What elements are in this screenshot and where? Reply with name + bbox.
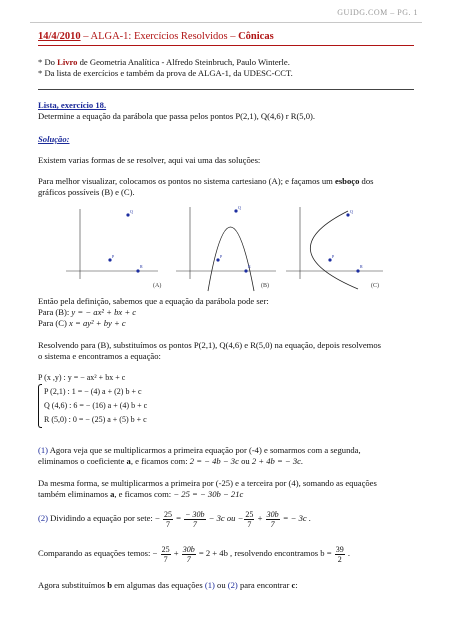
- p9-frac-3: [244, 510, 254, 529]
- graph-a-label-p: P: [112, 254, 115, 259]
- p9-frac-2: [184, 510, 205, 529]
- paragraph-8b: [38, 489, 243, 500]
- graph-c-point-r: [356, 269, 359, 272]
- header-divider: [30, 22, 422, 23]
- p8-text: também eliminamos: [38, 489, 111, 499]
- graph-c: [286, 207, 383, 289]
- graph-b-label-q: Q: [238, 205, 241, 210]
- exercise-heading: Lista, exercício 18.: [38, 100, 107, 110]
- graph-c-label-p: P: [332, 254, 335, 259]
- p11-text-2: em algumas das equações: [112, 580, 205, 590]
- system-row-p: P (2,1) : 1 = − (4) a + (2) b + c: [44, 387, 142, 396]
- graph-a-label-q: Q: [130, 209, 133, 214]
- p2-bold: esboço: [335, 176, 360, 186]
- form-c-label: Para (C): [38, 318, 70, 328]
- p7-or: ou: [238, 456, 252, 466]
- p10-frac-1: [161, 545, 171, 564]
- intro-line-1: [38, 57, 290, 68]
- title-topic: Cônicas: [238, 31, 274, 42]
- p11-text: Agora substituímos: [38, 580, 108, 590]
- p9-frac-4: [266, 510, 280, 529]
- intro-line-2: * Da lista de exercícios e também da prova de ALGA-1, da UDESC-CCT.: [38, 68, 293, 78]
- paragraph-8: Da mesma forma, se multiplicarmos a primeira por (-25) e a terceira por (4), somando as equações: [38, 478, 377, 488]
- graph-b-caption: (B): [261, 283, 269, 289]
- p10-frac-1-den: 7: [163, 554, 168, 564]
- graph-b-label-r: R: [248, 264, 251, 269]
- graph-c-label-r: R: [360, 264, 363, 269]
- p10-frac-2-num: 30b: [182, 544, 195, 554]
- p11-colon: :: [295, 580, 298, 590]
- p7-text-2: eliminamos o coeficiente: [38, 456, 127, 466]
- p10-plus: +: [171, 548, 181, 558]
- graph-b-parabola: [208, 227, 254, 291]
- p9-frac-4-num: 30b: [266, 509, 279, 519]
- p9-plus: +: [255, 513, 265, 523]
- p7-text-3: , e ficamos com:: [130, 456, 190, 466]
- title-course: ALGA-1: Exercícios Resolvidos: [90, 31, 228, 42]
- form-c: [38, 318, 126, 329]
- intro-text: * Do: [38, 57, 58, 67]
- eq-ref-2: (2): [38, 513, 49, 523]
- paragraph-2: [38, 176, 373, 187]
- system-head: P (x ,y) : y = − ax² + bx + c: [38, 373, 126, 382]
- intro-text-2: de Geometria Analítica - Alfredo Steinbruch, Paulo Winterle.: [77, 57, 290, 67]
- p11-ref-1: (1): [204, 580, 215, 590]
- p11-ref-2: (2): [227, 580, 238, 590]
- p9-frac-1-den: 7: [165, 519, 170, 529]
- paragraph-9: [38, 508, 311, 529]
- p10-text: Comparando as equações temos: −: [38, 548, 158, 558]
- paragraph-10: [38, 543, 350, 564]
- p9-frac-1-num: 25: [163, 509, 172, 519]
- p10-end: .: [345, 548, 350, 558]
- form-b: [38, 307, 136, 318]
- graph-a-caption: (A): [153, 283, 162, 289]
- p10-frac-2: [182, 545, 196, 564]
- form-b-equation: y = − ax² + bx + c: [71, 307, 137, 317]
- paragraph-3: Então pela definição, sabemos que a equação da parábola pode ser:: [38, 296, 269, 306]
- solution-label: Solução:: [38, 134, 70, 144]
- eq-ref-1: (1): [38, 445, 49, 455]
- graph-b-label-p: P: [220, 254, 223, 259]
- p7-coef: a: [126, 456, 131, 466]
- p11-or: ou: [214, 580, 228, 590]
- paragraph-1: Existem varias formas de se resolver, aqui vai uma das soluções:: [38, 155, 261, 165]
- p11-var-c: c: [291, 580, 296, 590]
- p10-frac-3: [335, 545, 345, 564]
- p8-coef: a: [110, 489, 115, 499]
- p9-frac-3-den: 7: [247, 519, 252, 529]
- title-date: 14/4/2010: [38, 31, 81, 42]
- p8-eq: − 25 = − 30b − 21c: [173, 489, 244, 499]
- section-divider: [38, 89, 414, 90]
- paragraph-2b: gráficos possíveis (B) e (C).: [38, 187, 135, 197]
- paragraph-6: Resolvendo para (B), substituímos os pontos P(2,1), Q(4,6) e R(5,0) na equação, depois resolvemos: [38, 340, 381, 350]
- p9-end: = − 3c .: [280, 513, 312, 523]
- intro-book-link[interactable]: Livro: [57, 57, 78, 67]
- p7-text: Agora veja que se multiplicarmos a primeira equação por (-4) e somarmos com a segunda,: [48, 445, 361, 455]
- page-title: [38, 31, 274, 42]
- p9-eq: =: [173, 513, 184, 523]
- p9-frac-4-den: 7: [270, 519, 275, 529]
- p9-frac-2-den: 7: [192, 519, 197, 529]
- p8-text-2: , e ficamos com:: [114, 489, 174, 499]
- graph-a-label-r: R: [140, 264, 143, 269]
- graph-a-point-r: [136, 269, 139, 272]
- graphs-figure: [58, 203, 388, 293]
- p2-text: Para melhor visualizar, colocamos os pontos no sistema cartesiano (A); e façamos um: [38, 176, 336, 186]
- graph-c-parabola: [310, 211, 358, 289]
- p10-frac-3-den: 2: [337, 554, 342, 564]
- p9-frac-3-num: 25: [245, 509, 254, 519]
- p9-text: Dividindo a equação por sete: −: [48, 513, 160, 523]
- system-brace: [38, 384, 42, 428]
- paragraph-7: [38, 445, 361, 456]
- p10-frac-2-den: 7: [186, 554, 191, 564]
- p10-frac-3-num: 39: [335, 544, 344, 554]
- graph-c-caption: (C): [371, 283, 379, 289]
- graph-a: [66, 209, 161, 289]
- title-underline: [38, 45, 414, 46]
- p7-eq-1: 2 = − 4b − 3c: [189, 456, 239, 466]
- p9-tail: − 3c ou −: [206, 513, 244, 523]
- title-sep: –: [80, 31, 91, 42]
- paragraph-7b: [38, 456, 303, 467]
- p2-text-2: dos: [359, 176, 374, 186]
- system-row-q: Q (4,6) : 6 = − (16) a + (4) b + c: [44, 401, 148, 410]
- p11-text-3: para encontrar: [237, 580, 292, 590]
- paragraph-11: [38, 580, 298, 591]
- system-row-r: R (5,0) : 0 = − (25) a + (5) b + c: [44, 415, 147, 424]
- form-c-equation: x = ay² + by + c: [69, 318, 126, 328]
- graph-b: [176, 205, 276, 291]
- graph-c-label-q: Q: [350, 209, 353, 214]
- paragraph-6b: o sistema e encontramos a equação:: [38, 351, 161, 361]
- p11-var-b: b: [107, 580, 113, 590]
- exercise-statement: Determine a equação da parábola que passa pelos pontos P(2,1), Q(4,6) r R(5,0).: [38, 111, 316, 121]
- p7-eq-2: 2 + 4b = − 3c.: [251, 456, 304, 466]
- graph-b-point-r: [244, 269, 247, 272]
- page-header: GUIDG.COM – PG. 1: [337, 8, 418, 17]
- p10-frac-1-num: 25: [161, 544, 170, 554]
- p9-frac-2-num: − 30b: [185, 509, 205, 519]
- title-sep-2: –: [227, 31, 239, 42]
- p9-frac-1: [163, 510, 173, 529]
- p10-mid: = 2 + 4b , resolvendo encontramos b =: [196, 548, 334, 558]
- form-b-label: Para (B):: [38, 307, 72, 317]
